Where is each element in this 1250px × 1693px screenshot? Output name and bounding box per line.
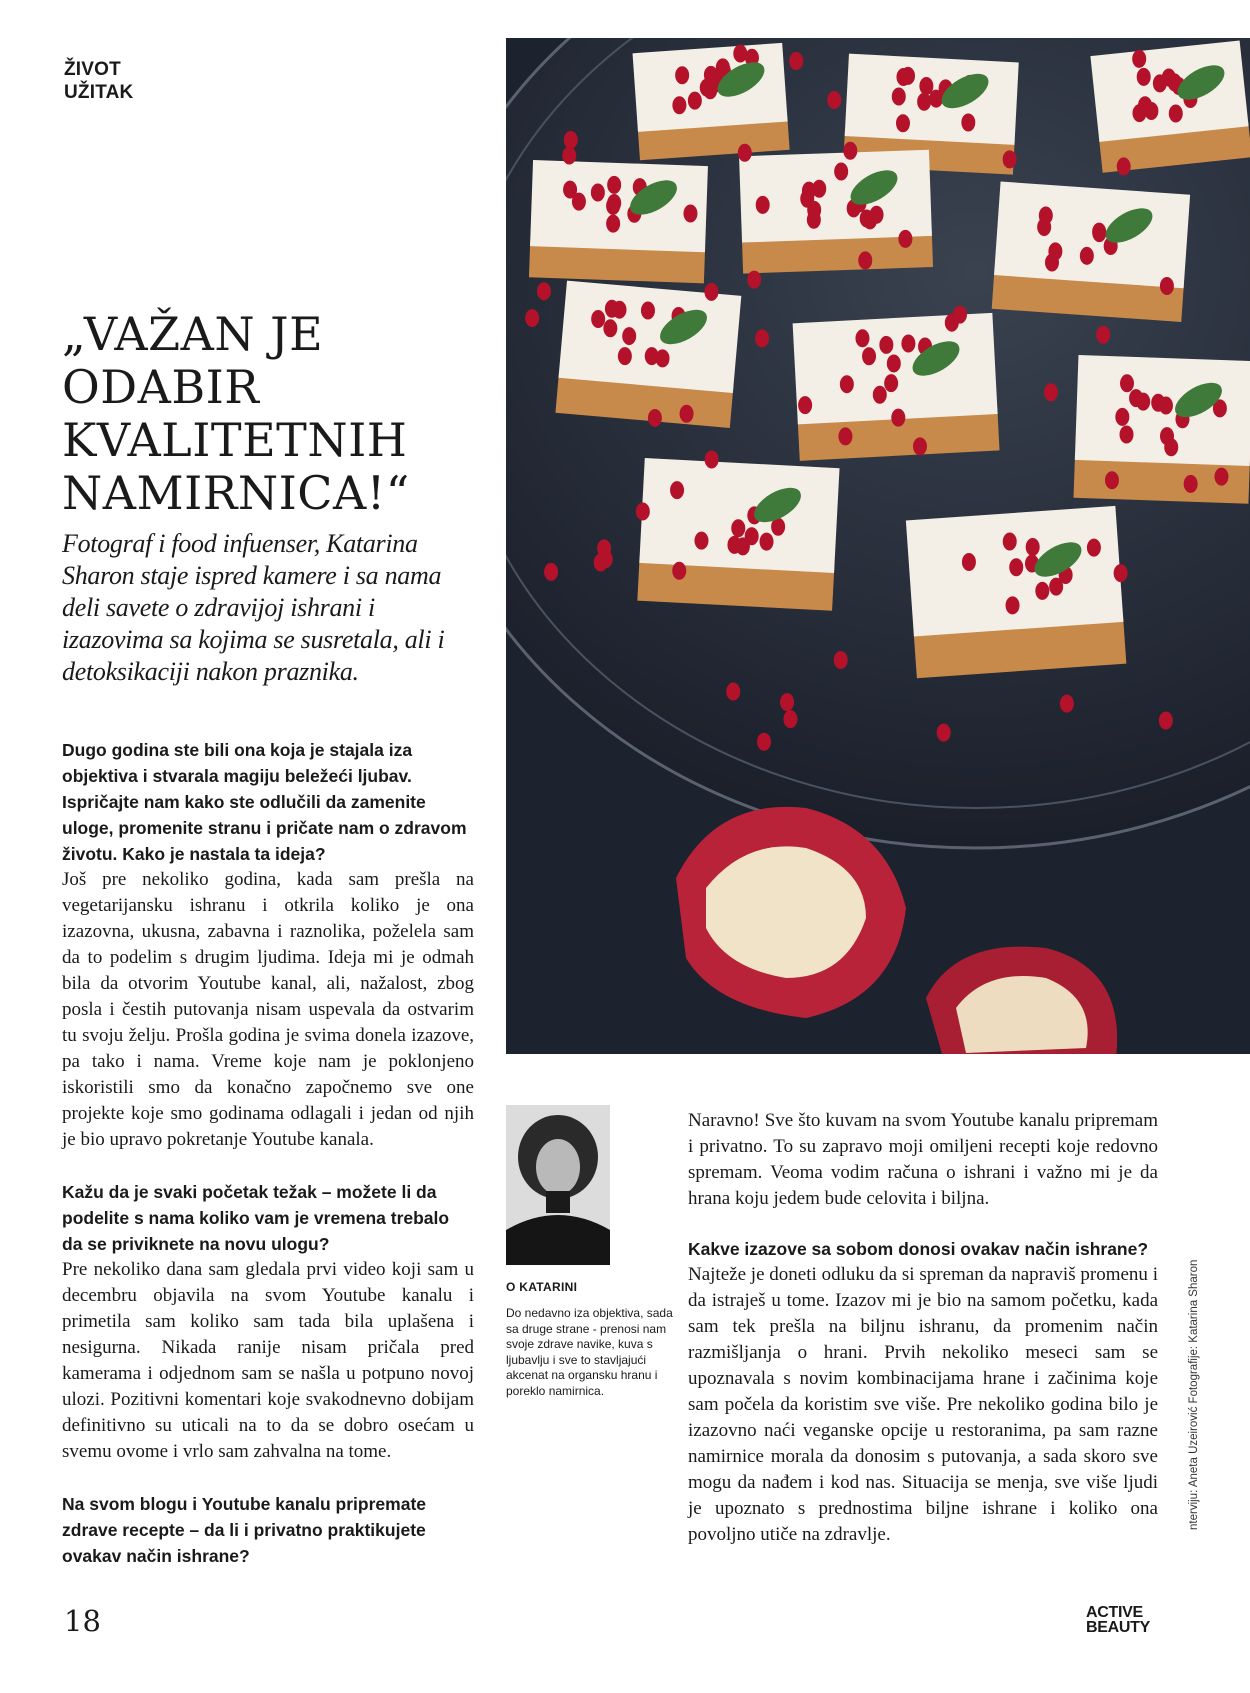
aside-text: Do nedavno iza objektiva, sada sa druge strane - prenosi nam svoje zdrave navike, kuva s ljubavlju i sve to stavljajući akcenat na organsku hranu i poreklo namirnica. — [506, 1306, 673, 1398]
interview-block — [62, 737, 474, 1153]
brand-logo — [1086, 1605, 1176, 1635]
page-number: 18 — [64, 1604, 101, 1638]
headline — [62, 308, 462, 520]
interview-block — [688, 1108, 1158, 1212]
lead-paragraph: Fotograf i food infuenser, Katarina Sharon staje ispred kamere i sa nama deli savete o zdravijoj ishrani i izazovima sa kojima se susretala, ali i detoksikaciji nakon praznika. — [62, 529, 445, 686]
photo-credit-text: nterviju: Aneta Uzeirović Fotografije: Katarina Sharon — [1188, 1259, 1200, 1530]
section-label — [64, 58, 264, 104]
interview-answer: Najteže je doneti odluku da si spreman da napraviš promenu i da istraješ u tome. Izazov mi je bio na samom početku, kada sam tek prešla na biljnu ishranu, da promenim način razmišljanja o hrani. Prvih nekoliko meseci sam se upoznavala s novim kombinacijama hrane i začinima koje sam počela da koristim sve više. Pre nekoliko godina bilo je izazovno naći veganske opcije u restoranima, pa sam razne namirnice morala da donosim s putovanja, a sada skoro sve mogu da nađem i kod nas. Situacija se menja, sve više ljudi je upoznato s prednostima biljne ishrane i koliko ona povoljno utiče na zdravlje. — [688, 1264, 1158, 1545]
section-label-line1: ŽIVOT — [64, 59, 121, 80]
interview-column-right — [688, 1108, 1158, 1572]
interview-question: Na svom blogu i Youtube kanalu pripremate zdrave recepte – da li i privatno praktikujete ovakav način ishrane? — [62, 1494, 427, 1566]
aside-title: O KATARINI — [506, 1280, 578, 1294]
interview-answer: Još pre nekoliko godina, kada sam prešla na vegetarijansku ishranu i otkrila koliko je ona izazovna, ukusna, zabavna i raznolika, poželela sam da to podelim s drugim ljudima. Ideja mi je odmah bila da otvorim Youtube kanal, ali, nažalost, zbog posla i čestih putovanja nisam uspevala da ostvarim tu svoju želju. Prošla godina je svima donela izazove, pa tako i nama. Vreme koje nam je poklonjeno iskoristili smo da konačno započnemo sve one projekte koje smo godinama odlagali i jedan od njih je bio upravo pokretanje Youtube kanala. — [62, 869, 474, 1150]
headline-line: KVALITETNIH — [62, 413, 408, 467]
interview-block — [688, 1236, 1158, 1548]
headline-line: ODABIR — [62, 360, 260, 414]
interview-question: Dugo godina ste bili ona koja je stajala iza objektiva i stvarala magiju beležeći ljubav. Ispričajte nam kako ste odlučili da zamenite uloge, promenite stranu i pričate nam o zdravom životu. Kako je nastala ta ideja? — [62, 740, 467, 864]
portrait-illustration — [506, 1105, 610, 1265]
interview-question: Kažu da je svaki početak težak – možete li da podelite s nama koliko vam je vremena trebalo da se priviknete na novu ulogu? — [62, 1182, 450, 1254]
brand-line1: ACTIVE — [1086, 1604, 1143, 1621]
food-photo-illustration — [506, 38, 1250, 1054]
interview-answer: Naravno! Sve što kuvam na svom Youtube kanalu pripremam i privatno. To su zapravo moji omiljeni recepti koje redovno spremam. Veoma vodim računa o ishrani i važno mi je da hrana koju jedem bude celovita i biljna. — [688, 1110, 1158, 1209]
interview-column-left — [62, 737, 474, 1595]
interview-question: Kakve izazove sa sobom donosi ovakav način ishrane? — [688, 1239, 1149, 1259]
section-label-line2: UŽITAK — [64, 82, 134, 103]
food-photo — [506, 38, 1250, 1054]
interview-answer: Pre nekoliko dana sam gledala prvi video koji sam u decembru objavila na svom Youtube kanalu i primetila sam koliko sam tada bila uplašena i nesigurna. Nikada ranije nisam pričala pred kamerama i odjednom sam se našla u potpuno novoj ulozi. Pozitivni komentari koje svakodnevno dobijam definitivno su uticali na to da se dobro osećam u svemu ovome i vrlo sam zahvalna na tome. — [62, 1259, 474, 1462]
interview-block — [62, 1179, 474, 1465]
brand-line2: BEAUTY — [1086, 1619, 1150, 1636]
interview-block — [62, 1491, 474, 1569]
portrait-photo — [506, 1105, 610, 1265]
headline-line: NAMIRNICA!“ — [62, 466, 410, 520]
headline-line: „VAŽAN JE — [62, 307, 324, 361]
